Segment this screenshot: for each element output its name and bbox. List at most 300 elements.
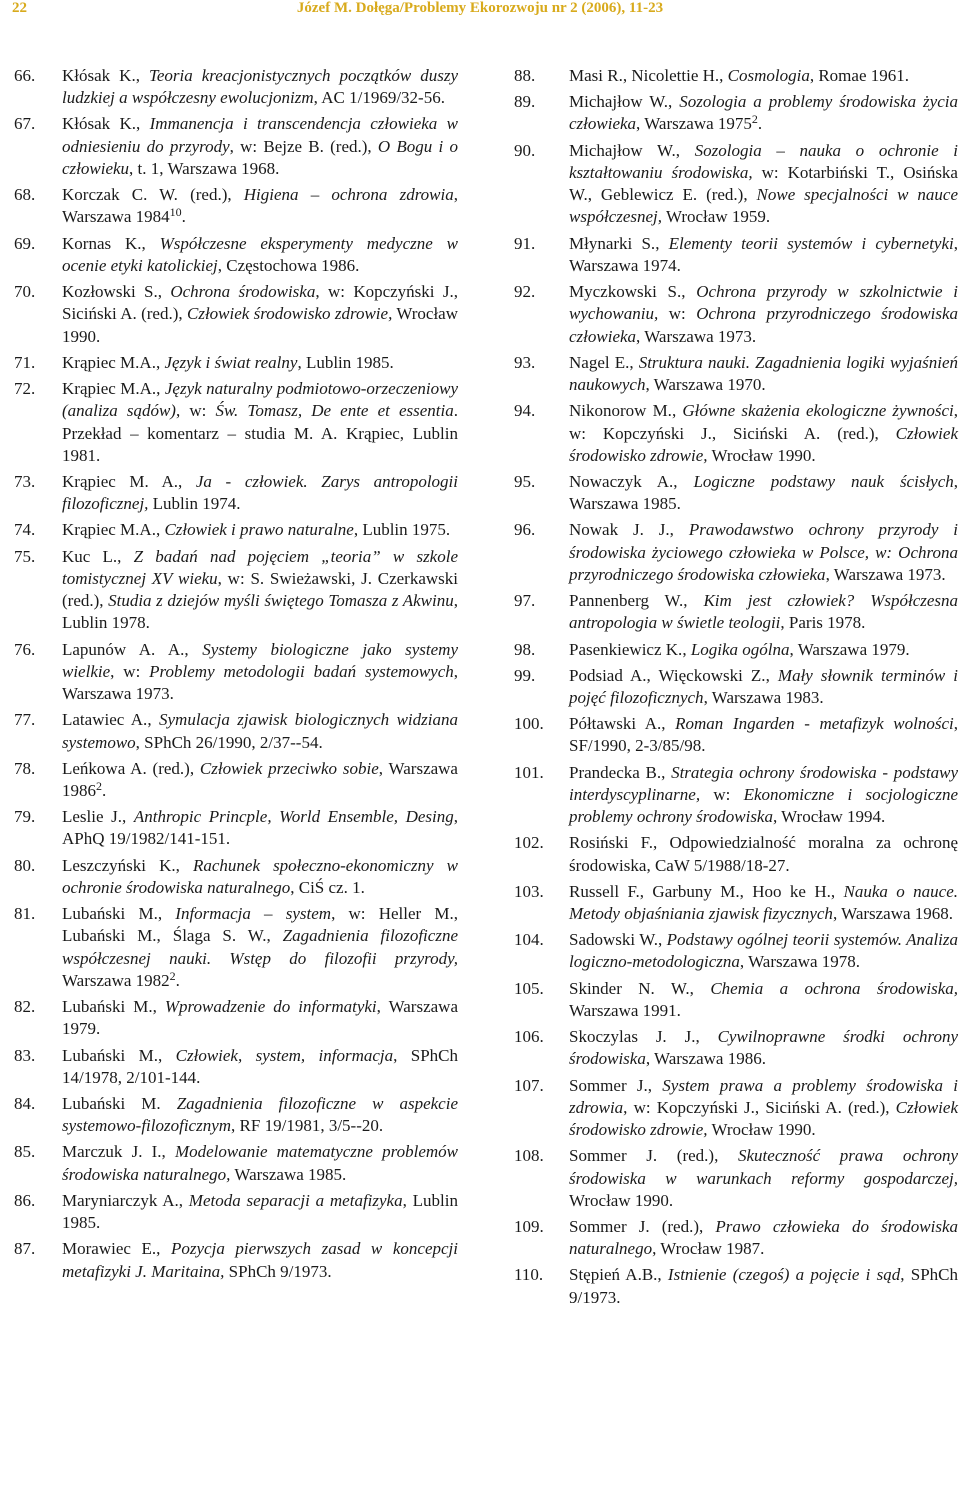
reference-number: 84.: [14, 1093, 36, 1113]
reference-title: Symulacja zjawisk biologicznych widziana systemowo: [62, 710, 458, 752]
reference-text: Sommer J.: [569, 1075, 648, 1095]
reference-number: 109.: [514, 1216, 544, 1236]
reference-text: Russell F., Garbuny M., Hoo ke H.: [569, 881, 831, 901]
reference-text: , AC 1/1969/32-56.: [313, 88, 445, 108]
reference-text: . Przekład – komentarz – studia M. A. Krąpiec, Lublin 1981.: [62, 401, 458, 465]
reference-text: Odpowiedzialność moralna za ochronę środowiska: [569, 833, 959, 875]
reference-text: Pasenkiewicz K.: [569, 639, 683, 659]
reference-text: Michajłow W.: [569, 92, 669, 112]
reference-number: 108.: [514, 1146, 544, 1166]
reference-entry: [514, 281, 958, 348]
reference-text: , t. 1, Warszawa 1968.: [129, 159, 280, 179]
reference-text: Marczuk J. I.: [62, 1142, 162, 1162]
reference-title: Teoria kreacjonistycznych początków duszy ludzkiej a współczesny ewolucjonizm: [62, 66, 459, 108]
reference-number: 102.: [514, 833, 544, 853]
reference-entry: [514, 352, 958, 397]
reference-text: Krąpiec M. A.: [62, 471, 179, 491]
reference-entry: [514, 140, 958, 229]
reference-title: Ekonomiczne i socjologiczne problemy ochrony środowiska: [569, 784, 958, 827]
reference-number: 89.: [514, 92, 536, 112]
reference-title: Problemy metodologii badań systemowych: [149, 661, 454, 681]
reference-text: ,: [655, 233, 669, 253]
reference-title: Prawodawstwo ochrony przyrody i środowiska życiowego człowieka w Polsce, w: Ochrona przyrodniczego środowiska człowieka: [569, 520, 958, 584]
reference-title: Ochrona środowiska: [170, 282, 316, 302]
reference-title: Z badań nad pojęciem „teoria” w szkole tomistycznej XV wieku: [62, 546, 458, 588]
reference-number: 72.: [14, 378, 36, 398]
reference-text: ,: [675, 140, 695, 160]
references-right-column: [514, 65, 958, 1313]
reference-title: Język naturalny podmiotowo-orzeczeniowy (analiza sądów): [62, 378, 459, 421]
reference-number: 79.: [14, 807, 36, 827]
reference-title: Rachunek społeczno-ekonomiczny w ochronie środowiska naturalnego: [62, 855, 458, 897]
reference-title: Cywilnoprawne środki ochrony środowiska: [569, 1027, 958, 1069]
reference-text: Rosiński F.: [569, 833, 654, 853]
reference-text: Lubański M.: [62, 904, 158, 924]
reference-number: 81.: [14, 904, 36, 924]
reference-text: Warszawa 1985.: [230, 1164, 347, 1184]
reference-title: Św. Tomasz, De ente et essentia: [215, 401, 454, 421]
reference-number: 110.: [514, 1265, 544, 1285]
reference-text: Wrocław 1990.: [62, 304, 458, 346]
reference-number: 95.: [514, 471, 536, 491]
reference-entry: [514, 762, 958, 829]
reference-entry: [514, 665, 958, 710]
reference-entry: [14, 1045, 458, 1090]
reference-text: Kornas K.: [62, 233, 142, 253]
reference-title: Modelowanie matematyczne problemów środowiska naturalnego,: [62, 1142, 458, 1184]
reference-text: ,: [136, 114, 150, 134]
reference-text: Lubański M.: [62, 997, 153, 1017]
reference-title: Zagadnienia filozoficzne w aspekcie systemowo-filozoficznym: [62, 1093, 458, 1136]
reference-title: Studia z dziejów myśli świętego Tomasza z Akwinu: [108, 591, 454, 611]
reference-number: 88.: [514, 66, 536, 85]
reference-text: ,: [653, 833, 670, 853]
reference-title: Człowiek i prawo naturalne: [164, 520, 354, 540]
reference-text: , Częstochowa 1986.: [217, 255, 360, 275]
reference-text: Sommer J. (red.),: [569, 1146, 738, 1166]
reference-entry: [514, 233, 958, 278]
reference-entry: [514, 978, 958, 1023]
reference-title: Logiczne podstawy nauk ścisłych: [693, 471, 954, 491]
reference-text: Leńkowa A. (red.),: [62, 758, 200, 778]
reference-text: ,: [689, 978, 711, 998]
reference-entry: [14, 855, 458, 900]
reference-title: Struktura nauki. Zagadnienia logiki wyjaśnień naukowych: [569, 352, 958, 395]
reference-text: ,: [661, 714, 676, 734]
reference-entry: [514, 1264, 958, 1309]
reference-number: 107.: [514, 1075, 544, 1095]
reference-text: ,: [629, 352, 639, 372]
reference-number: 103.: [514, 881, 544, 901]
reference-entry: [514, 713, 958, 758]
reference-entry: [14, 65, 458, 110]
reference-text: , Warszawa 1973.: [825, 564, 946, 584]
reference-entry: [514, 639, 958, 661]
reference-number: 85.: [14, 1142, 36, 1162]
reference-text: ,: [681, 282, 697, 302]
reference-text: , Warszawa 1986: [62, 758, 458, 801]
reference-text: Nikonorow M.: [569, 401, 672, 421]
reference-title: Nauka o nauce. Metody objaśniania zjawisk fizycznych: [569, 881, 958, 924]
reference-text: , Warszawa 1973.: [636, 326, 757, 346]
reference-text: Skoczylas J. J.: [569, 1027, 696, 1047]
reference-text: .: [757, 114, 763, 134]
reference-number: 82.: [14, 997, 36, 1017]
reference-title: Prawo człowieka do środowiska naturalnego: [569, 1216, 958, 1259]
reference-text: Nowaczyk A.: [569, 471, 674, 491]
reference-text: Krąpiec M.A.: [62, 378, 157, 398]
reference-entry: [14, 378, 458, 467]
reference-text: , Warszawa 1983.: [703, 688, 824, 707]
reference-title: Sozologia a problemy środowiska życia człowieka: [569, 92, 958, 134]
reference-text: , Lublin 1978.: [62, 591, 458, 633]
reference-number: 75.: [14, 546, 36, 566]
reference-text: Latawiec A.: [62, 710, 148, 730]
reference-text: ,: [161, 1142, 175, 1162]
reference-number: 98.: [514, 639, 536, 659]
page-header: [0, 0, 960, 22]
reference-number: 93.: [514, 352, 536, 372]
reference-text: , Warszawa 1985.: [569, 471, 959, 514]
reference-text: , Paris 1978.: [780, 613, 866, 633]
reference-title: Zagadnienia filozoficzne współczesnej nauki. Wstęp do filozofii przyrody,: [62, 926, 458, 968]
reference-number: 104.: [514, 930, 544, 950]
reference-text: , APhQ 19/1982/141-151.: [62, 807, 459, 849]
reference-text: , Warszawa 1984: [62, 185, 458, 227]
reference-text: .: [175, 970, 180, 990]
reference-text: Półtawski A.: [569, 714, 662, 734]
reference-title: Elementy teorii systemów i cybernetyki: [668, 233, 954, 253]
reference-title: Logika ogólna: [690, 639, 790, 659]
reference-text: , Warszawa 1974.: [569, 233, 958, 275]
reference-entry: [14, 471, 458, 516]
reference-number: 92.: [514, 282, 536, 302]
reference-entry: [514, 519, 958, 586]
page-number: 22: [12, 0, 27, 16]
reference-text: , Warszawa 1975: [636, 114, 752, 134]
reference-text: ,: [147, 710, 159, 730]
reference-text: ,: [830, 881, 844, 901]
reference-title: Higiena – ochrona zdrowia: [243, 185, 454, 205]
reference-text: Leslie J.: [62, 807, 122, 827]
edition-superscript: 10: [169, 205, 182, 220]
reference-text: ,: [152, 997, 165, 1017]
reference-title: Cosmologia: [727, 66, 810, 85]
reference-number: 69.: [14, 233, 36, 253]
reference-title: Systemy biologiczne jako systemy wielkie: [62, 639, 458, 681]
reference-text: , w: Kopczyński J., Siciński A. (red.),: [569, 401, 958, 443]
reference-text: , Warszawa 1973.: [62, 661, 458, 704]
reference-text: , CiŚ cz. 1.: [290, 877, 365, 897]
reference-text: , w: Bejze B. (red.),: [229, 136, 378, 156]
reference-text: , Lublin 1975.: [353, 520, 451, 540]
reference-text: , Lublin 1985.: [297, 352, 394, 372]
reference-number: 76.: [14, 639, 36, 659]
reference-text: , Wrocław 1987.: [652, 1239, 765, 1259]
reference-text: ,: [668, 92, 680, 112]
reference-number: 78.: [14, 758, 36, 778]
reference-entry: [14, 709, 458, 754]
reference-text: , SPhCh 14/1978, 2/101-144.: [62, 1045, 459, 1087]
reference-text: Wrocław 1990.: [707, 1120, 816, 1140]
reference-title: Człowiek środowisko zdrowie,: [569, 1097, 958, 1140]
reference-text: , w: Heller M., Lubański M., Ślaga S. W.,: [62, 904, 458, 946]
reference-text: w: Kotarbiński T., Osińska W., Geblewicz E. (red.),: [569, 162, 958, 205]
reference-entry: [514, 1145, 958, 1212]
reference-entry: [14, 1093, 458, 1138]
reference-entry: [14, 281, 458, 348]
reference-text: , SF/1990, 2-3/85/98.: [569, 714, 958, 756]
reference-title: Człowiek środowisko zdrowie,: [569, 423, 958, 465]
reference-text: Prandecka B.: [569, 762, 662, 782]
reference-entry: [514, 400, 958, 467]
reference-entry: [514, 1075, 958, 1142]
reference-text: ,: [647, 1075, 663, 1095]
reference-text: Morawiec E.: [62, 1239, 157, 1259]
reference-text: Kłósak K.: [62, 66, 136, 85]
reference-number: 83.: [14, 1045, 36, 1065]
reference-text: ,: [719, 66, 728, 85]
reference-number: 99.: [514, 665, 536, 685]
reference-title: Współczesne eksperymenty medyczne w ocenie etyki katolickiej: [62, 233, 458, 275]
reference-text: ,: [135, 66, 149, 85]
reference-text: Stępień A.B.: [569, 1265, 658, 1285]
reference-entry: [514, 881, 958, 926]
edition-superscript: 2: [96, 779, 102, 794]
reference-number: 105.: [514, 978, 544, 998]
reference-number: 100.: [514, 714, 544, 734]
reference-entry: [14, 233, 458, 278]
reference-text: Wrocław 1990.: [707, 445, 816, 465]
reference-title: Skuteczność prawa ochrony środowiska w warunkach reformy gospodarczej,: [569, 1146, 958, 1188]
reference-text: ,: [657, 1265, 668, 1285]
reference-entry: [514, 1216, 958, 1261]
reference-entry: [514, 1026, 958, 1071]
reference-text: ,: [122, 807, 134, 827]
reference-entry: [14, 546, 458, 635]
reference-text: , Wrocław 1994.: [772, 807, 886, 827]
reference-number: 73.: [14, 471, 36, 491]
reference-text: ,: [156, 378, 165, 398]
reference-number: 87.: [14, 1239, 36, 1259]
reference-entry: [14, 519, 458, 541]
reference-title: Roman Ingarden - metafizyk wolności: [675, 714, 954, 734]
reference-number: 94.: [514, 401, 536, 421]
reference-text: , Warszawa 1968.: [832, 904, 954, 924]
reference-title: Immanencja i transcendencja człowieka w odniesieniu do przyrody: [62, 114, 458, 156]
reference-text: ,: [682, 639, 691, 659]
reference-title: Mały słownik terminów i pojęć filozoficznych: [569, 665, 958, 707]
reference-number: 67.: [14, 114, 36, 134]
reference-text: Krąpiec M.A.: [62, 520, 156, 540]
reference-title: Kim jest człowiek? Współczesna antropologia w świetle teologii: [569, 591, 959, 633]
reference-text: ,: [673, 471, 694, 491]
reference-text: , w: Kopczyński J., Siciński A. (red.),: [62, 282, 458, 324]
reference-title: Ochrona przyrody w szkolnictwie i wychowaniu,: [569, 282, 959, 324]
reference-entry: [14, 806, 458, 851]
reference-text: .: [102, 781, 107, 801]
reference-text: , w: S. Swieżawski, J. Czerkawski (red.),: [62, 568, 458, 611]
reference-entry: [14, 1238, 458, 1283]
reference-entry: [514, 832, 958, 877]
reference-text: Lapunów A. A.: [62, 639, 185, 659]
reference-text: , Warszawa 1970.: [645, 375, 766, 395]
reference-title: O Bogu i o człowieku: [62, 136, 458, 179]
reference-title: Człowiek, system, informacja: [175, 1045, 394, 1065]
reference-title: Podstawy ogólnej teorii systemów. Analiza logiczno-metodologiczna: [569, 930, 959, 972]
reference-text: ,: [158, 1045, 176, 1065]
reference-title: Metoda separacji a metafizyka: [188, 1190, 403, 1210]
reference-number: 66.: [14, 66, 36, 85]
reference-text: ,: [175, 855, 193, 875]
reference-title: Człowiek środowisko zdrowie,: [186, 304, 393, 324]
reference-title: Ochrona przyrodniczego środowiska człowieka: [569, 304, 959, 346]
reference-number: 80.: [14, 855, 36, 875]
reference-text: Kłósak K.: [62, 114, 137, 134]
reference-text: ,: [178, 1190, 189, 1210]
reference-number: 106.: [514, 1027, 544, 1047]
reference-text: ,: [661, 762, 672, 782]
reference-text: , w:: [110, 661, 150, 681]
reference-text: ,: [669, 520, 689, 540]
reference-entry: [514, 929, 958, 974]
reference-text: , SPhCh 26/1990, 2/37--54.: [135, 732, 323, 752]
reference-title: System prawa a problemy środowiska i zdrowia: [569, 1075, 958, 1117]
reference-text: Masi R., Nicolettie H.: [569, 66, 720, 85]
reference-text: ,: [157, 904, 176, 924]
reference-number: 86.: [14, 1190, 36, 1210]
reference-entry: [514, 91, 958, 136]
reference-title: Sozologia – nauka o ochronie i kształtowaniu środowiska,: [569, 140, 958, 182]
reference-text: Leszczyński K.: [62, 855, 176, 875]
reference-text: w:: [658, 304, 697, 324]
reference-text: SPhCh 9/1973.: [224, 1261, 332, 1281]
edition-superscript: 2: [169, 968, 176, 983]
reference-entry: [514, 590, 958, 635]
reference-text: ,: [657, 930, 667, 950]
reference-text: ,: [156, 1239, 172, 1259]
reference-text: w:: [700, 784, 744, 804]
reference-entry: [14, 113, 458, 180]
edition-superscript: 2: [751, 112, 758, 127]
reference-entry: [14, 184, 458, 229]
reference-text: ,: [765, 665, 778, 685]
reference-text: Kozłowski S.: [62, 282, 158, 302]
reference-text: , Lublin 1985.: [62, 1190, 458, 1233]
reference-number: 74.: [14, 520, 36, 540]
reference-number: 71.: [14, 352, 36, 372]
reference-text: Krąpiec M.A.: [62, 352, 156, 372]
reference-number: 90.: [514, 140, 536, 160]
reference-text: Kuc L.: [62, 546, 118, 566]
reference-text: Skinder N. W.: [569, 978, 690, 998]
reference-title: Chemia a ochrona środowiska,: [710, 978, 959, 998]
reference-title: Wprowadzenie do informatyki: [164, 997, 377, 1017]
reference-text: Maryniarczyk A.: [62, 1190, 179, 1210]
reference-text: Sadowski W.: [569, 930, 658, 950]
reference-number: 70.: [14, 282, 36, 302]
reference-text: Młynarki S.: [569, 233, 656, 253]
reference-text: Korczak C. W. (red.),: [62, 185, 244, 205]
reference-text: , Warszawa 1978.: [739, 952, 861, 972]
reference-title: Człowiek przeciwko sobie: [199, 758, 379, 778]
reference-text: , w: Kopczyński J., Siciński A. (red.),: [623, 1097, 896, 1117]
reference-title: Pozycja pierwszych zasad w koncepcji metafizyki J. Maritaina,: [62, 1239, 458, 1281]
reference-text: ,: [155, 520, 165, 540]
reference-number: 77.: [14, 710, 36, 730]
reference-number: 68.: [14, 185, 36, 205]
reference-text: Nagel E.: [569, 352, 630, 372]
reference-text: , RF 19/1981, 3/5--20.: [231, 1116, 384, 1136]
references-left-column: [14, 65, 458, 1287]
reference-entry: [14, 352, 458, 374]
reference-text: , w:: [175, 401, 216, 421]
reference-entry: [14, 639, 458, 706]
reference-text: , Warszawa 1986.: [645, 1049, 766, 1069]
reference-title: Strategia ochrony środowiska - podstawy interdyscyplinarne,: [569, 762, 958, 804]
reference-text: ,: [117, 546, 134, 566]
reference-text: Lublin 1974.: [148, 494, 241, 514]
reference-text: Sommer J. (red.),: [569, 1216, 716, 1236]
reference-text: ,: [695, 1027, 718, 1047]
reference-text: , Warszawa 1979.: [62, 997, 458, 1039]
reference-text: Michajłow W.: [569, 140, 676, 160]
reference-title: Nowe specjalności w nauce współczesnej,: [569, 185, 958, 227]
reference-text: Pannenberg W.: [569, 591, 684, 611]
reference-entry: [514, 65, 958, 87]
reference-text: , Warszawa 1979.: [789, 639, 910, 659]
reference-entry: [14, 758, 458, 803]
reference-number: 91.: [514, 233, 536, 253]
reference-text: Warszawa 1991.: [569, 1000, 681, 1020]
reference-text: ,: [671, 401, 683, 421]
reference-text: Wrocław 1959.: [662, 207, 771, 227]
reference-text: ,: [178, 471, 196, 491]
reference-text: ,: [184, 639, 203, 659]
reference-number: 101.: [514, 762, 544, 782]
reference-text: Lubański M.: [62, 1093, 177, 1113]
reference-title: Istnienie (czegoś) a pojęcie i sąd: [667, 1265, 901, 1285]
reference-text: , CaW 5/1988/18-27.: [646, 855, 790, 875]
reference-title: Główne skażenia ekologiczne żywności: [682, 401, 954, 421]
reference-text: Myczkowski S.: [569, 282, 682, 302]
reference-text: Wrocław 1990.: [569, 1190, 674, 1210]
reference-text: Nowak J. J.: [569, 520, 670, 540]
reference-title: Anthropic Princple, World Ensemble, Desing: [133, 807, 454, 827]
reference-number: 97.: [514, 591, 536, 611]
reference-text: , SPhCh 9/1973.: [569, 1265, 959, 1307]
reference-number: 96.: [514, 520, 536, 540]
running-head: Józef M. Dołęga/Problemy Ekorozwoju nr 2 (2006), 11-23: [296, 0, 664, 16]
reference-text: Warszawa 1982: [62, 970, 170, 990]
reference-text: ,: [155, 352, 165, 372]
reference-entry: [14, 903, 458, 992]
reference-entry: [14, 996, 458, 1041]
reference-entry: [14, 1141, 458, 1186]
reference-text: ,: [683, 591, 704, 611]
reference-text: .: [181, 207, 186, 227]
reference-title: Informacja – system: [175, 904, 332, 924]
reference-text: , Romae 1961.: [809, 66, 909, 85]
reference-title: Ja - człowiek. Zarys antropologii filozoficznej,: [62, 471, 458, 514]
reference-text: Lubański M.: [62, 1045, 159, 1065]
reference-entry: [514, 471, 958, 516]
reference-text: Podsiad A., Więckowski Z.: [569, 665, 766, 685]
reference-entry: [14, 1190, 458, 1235]
reference-title: Język i świat realny: [164, 352, 298, 372]
reference-text: ,: [157, 282, 171, 302]
reference-text: ,: [141, 233, 160, 253]
